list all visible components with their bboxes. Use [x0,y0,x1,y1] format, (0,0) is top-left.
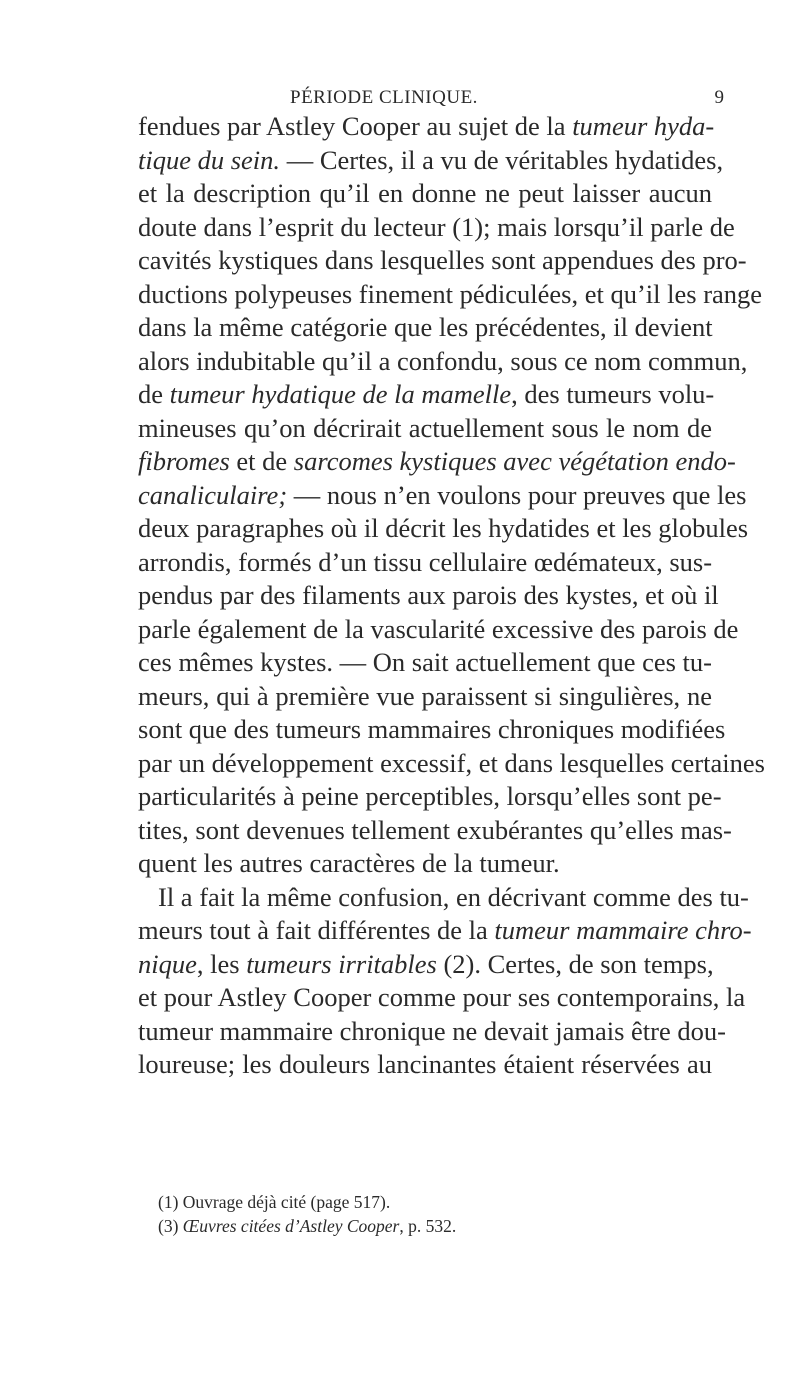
italic-text: Œuvres citées d’Astley Cooper [182,1216,400,1236]
text-run: tites, sont devenues tellement exubérantes qu’elles mas- [138,814,732,845]
text-run: — nous n’en voulons pour preuves que les [287,479,747,510]
text-run: — Certes, il a vu de véritables hydatides, [280,144,724,175]
text-line [138,948,712,982]
page-number: 9 [714,87,724,108]
italic-text: tumeur hyda- [572,111,715,141]
text-line [138,680,712,714]
italic-text: tumeur mammaire chro- [494,915,752,945]
text-run: meurs, qui à première vue paraissent si singulières, ne [138,680,712,711]
text-line [138,244,747,278]
footnote [158,1190,678,1214]
text-line [138,1048,712,1082]
text-run: meurs tout à fait différentes de la [138,915,495,945]
text-line [138,546,712,580]
text-run: (2). Certes, de son temps, [436,948,714,979]
italic-text: canaliculaire; [138,479,288,510]
text-run: mineuses qu’on décrirait actuellement sous le nom de [138,412,712,443]
text-run: loureuse; les douleurs lancinantes étaient réservées au [138,1049,712,1079]
text-line [138,412,712,446]
italic-text: tumeurs irritables [246,948,437,979]
text-run: deux paragraphes où il décrit les hydatides et les globules [138,513,749,543]
text-run: ductions polypeuses finement pédiculées, et qu’il les range [138,278,763,309]
text-run: quent les autres caractères de la tumeur. [138,848,560,878]
text-line [138,847,712,881]
italic-text: tumeur hydatique de la mamelle [169,379,512,409]
text-run: alors indubitable qu’il a confondu, sous ce nom commun, [138,345,748,376]
text-line [138,780,722,814]
text-line [138,981,746,1015]
running-head [230,86,730,110]
text-line [138,1015,726,1049]
text-line [138,512,749,546]
text-line [138,713,726,747]
text-run: de [138,379,170,409]
text-line [138,613,739,647]
text-run: cavités kystiques dans lesquelles sont appendues des pro- [138,245,747,275]
text-run: et pour Astley Cooper comme pour ses contemporains, la [138,982,746,1012]
text-line [138,579,719,613]
italic-text: fibromes [138,446,230,476]
text-run: fendues par Astley Cooper au sujet de la [138,111,573,141]
text-line [138,914,752,948]
text-line [138,479,747,513]
text-run: tumeur mammaire chronique ne devait jamais être dou- [138,1015,726,1046]
italic-text: tique du sein. [138,144,281,175]
text-line [138,177,712,211]
text-line [138,445,736,479]
text-run: Il a fait la même confusion, en décrivant comme des tu- [158,881,749,912]
text-run: sont que des tumeurs mammaires chroniques modifiées [138,714,726,744]
italic-text: nique [138,948,197,979]
text-line [138,311,712,345]
text-run: ces mêmes kystes. — On sait actuellement que ces tu- [138,647,712,677]
text-line [138,211,735,245]
text-run: arrondis, formés d’un tissu cellulaire œdémateux, sus- [138,546,713,577]
text-run: dans la même catégorie que les précédentes, il devient [138,312,713,342]
italic-text: sarcomes kystiques avec végétation endo- [293,446,736,476]
footnotes [158,1190,678,1238]
text-run: , les [196,948,247,979]
text-run: par un développement excessif, et dans lesquelles certaines [138,747,765,778]
text-run: doute dans l’esprit du lecteur (1); mais lorsqu’il parle de [138,211,735,242]
text-run: , des tumeurs volu- [511,379,715,409]
text-run: parle également de la vascularité excessive des parois de [138,613,739,644]
text-line [138,814,732,848]
text-line [138,144,724,178]
body-text [138,110,765,1082]
text-line [138,345,748,379]
text-run: (1) Ouvrage déjà cité (page 517). [158,1192,391,1212]
text-run: et la description qu’il en donne ne peut laisser aucun [138,178,712,208]
running-title: PÉRIODE CLINIQUE. [290,87,478,108]
text-line [138,747,765,781]
text-line [138,110,715,144]
text-run: particularités à peine perceptibles, lorsqu’elles sont pe- [138,781,722,811]
text-run: (3) [158,1216,183,1236]
text-line [138,881,749,915]
text-line [138,646,712,680]
text-line [138,278,763,312]
text-line [138,378,715,412]
text-run: , p. 532. [399,1216,457,1236]
text-run: et de [229,446,294,476]
footnote [158,1214,678,1238]
text-run: pendus par des filaments aux parois des kystes, et où il [138,580,719,610]
